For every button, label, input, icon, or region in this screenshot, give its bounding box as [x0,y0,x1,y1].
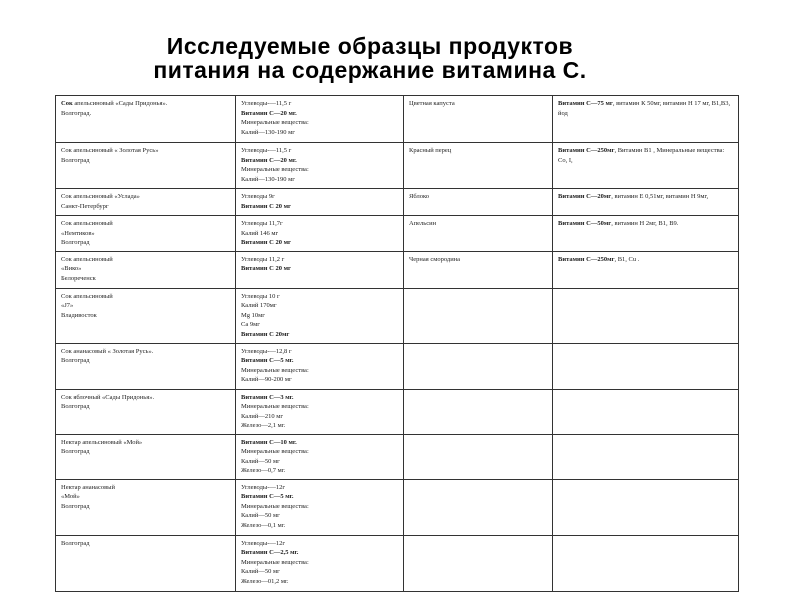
cell-text: Железо—2,1 мг. [241,422,286,429]
cell-text: Калий—210 мг [241,412,284,420]
cell-text: Железо—01,2 мг. [241,577,289,585]
cell-line [558,192,733,202]
cell-text: Витамин С—20мг [558,193,612,200]
cell-text: Сок апельсиновый «Услада» [61,193,140,200]
cell-line [241,292,398,302]
cell-text: Калий—50 мг [241,457,280,465]
content-cell [236,143,404,189]
cell-line [409,255,547,265]
food-cell [404,535,553,591]
cell-text: Витамин С—5 мг. [241,493,294,500]
cell-text: Минеральные вещества: [241,166,309,173]
food-cell [404,343,553,389]
cell-line [558,255,733,265]
table-row [56,216,739,252]
food-content-cell [553,434,739,479]
cell-line [241,219,398,229]
cell-text: Минеральные вещества: [241,366,309,374]
cell-line [241,146,398,156]
cell-text: Витамин С—250мг [558,255,615,263]
cell-line [241,356,398,366]
cell-line [241,567,398,577]
content-cell [236,535,404,591]
cell-line [558,146,733,165]
cell-text: Белореченск [61,274,96,282]
content-cell [236,288,404,343]
food-cell [404,143,553,189]
cell-line [241,447,398,457]
cell-line [241,109,398,119]
cell-line [241,165,398,175]
table-row [56,343,739,389]
cell-text: Витамин С—10 мг. [241,438,297,446]
food-cell [404,288,553,343]
cell-line [61,264,230,274]
cell-line [241,238,398,248]
cell-text: Mg 10мг [241,311,265,319]
cell-line [241,229,398,239]
food-cell [404,434,553,479]
cell-text: «Мой» [61,493,80,500]
product-cell [56,189,236,216]
product-cell [56,251,236,288]
cell-text: Волгоград. [61,109,92,117]
product-cell [56,479,236,535]
cell-line [558,99,733,118]
cell-line [241,301,398,311]
cell-text: Витамин С—5 мг. [241,357,294,364]
cell-text: «J7» [61,302,74,309]
cell-text: Витамин С—250мг [558,147,615,154]
cell-text: Сок яблочный «Сады Придонья». [61,393,155,401]
food-content-cell [553,343,739,389]
product-cell [56,216,236,252]
food-content-cell [553,189,739,216]
cell-text: апельсиновый «Сады Придонья». [72,100,168,107]
cell-text: Витамин С 20 мг [241,202,291,210]
cell-text: Минеральные вещества: [241,558,309,566]
cell-line [61,238,230,248]
table-row [56,389,739,434]
cell-line [241,264,398,274]
cell-line [61,219,230,229]
cell-line [61,447,230,457]
cell-text: Калий—50 мг [241,568,280,575]
food-content-cell [553,535,739,591]
food-content-cell [553,389,739,434]
table-row [56,143,739,189]
cell-text: Сок апельсиновый [61,292,113,300]
cell-line [409,99,547,109]
cell-line [241,511,398,521]
slide-title-line-2: питания на содержание витамина С. [153,57,587,83]
content-cell [236,343,404,389]
food-content-cell [553,96,739,143]
cell-text: Витамин С—20 мг. [241,156,297,164]
cell-text: Калий 146 мг [241,229,279,237]
cell-text: Калий—130-190 мг [241,175,295,183]
cell-line [61,255,230,265]
content-cell [236,189,404,216]
cell-line [61,292,230,302]
cell-text: Минеральные вещества: [241,448,309,455]
cell-text: Владивосток [61,311,97,319]
cell-text: Витамин С—75 мг [558,100,613,107]
cell-line [61,229,230,239]
food-content-cell [553,479,739,535]
table-row [56,251,739,288]
cell-line [241,521,398,531]
cell-line [241,402,398,412]
cell-text: Волгоград [61,539,90,547]
cell-line [241,457,398,467]
cell-line [241,483,398,493]
cell-line [61,301,230,311]
cell-line [241,502,398,512]
product-cell [56,389,236,434]
cell-line [61,347,230,357]
cell-line [61,192,230,202]
cell-text: , витамин Е 0,51мг, витамин Н 9мг, [611,193,709,200]
cell-text: Углеводы-—11,5 г [241,100,292,107]
cell-line [241,99,398,109]
cell-line [61,146,230,156]
food-content-cell [553,216,739,252]
products-table [55,95,739,592]
table-row [56,434,739,479]
product-cell [56,434,236,479]
cell-text: Углеводы-—11,5 г [241,147,292,154]
cell-line [61,99,230,109]
cell-text: Витамин С—2,5 мг. [241,549,299,556]
cell-text: «Немтиков» [61,229,95,237]
cell-line [241,548,398,558]
cell-text: Минеральные вещества: [241,403,309,410]
table-row [56,189,739,216]
cell-text: Витамин С—3 мг. [241,393,294,401]
food-cell [404,389,553,434]
cell-line [61,274,230,284]
food-content-cell [553,143,739,189]
cell-text: Волгоград [61,448,90,455]
cell-text: Железо—0,7 мг. [241,467,286,474]
cell-text: Волгоград [61,502,90,510]
cell-line [409,146,547,156]
cell-line [61,109,230,119]
cell-line [241,175,398,185]
cell-line [241,156,398,166]
table-row [56,288,739,343]
food-content-cell [553,288,739,343]
cell-line [241,366,398,376]
cell-line [241,466,398,476]
cell-text: Калий—50 мг [241,512,280,519]
food-cell [404,216,553,252]
cell-text: Углеводы 10 г [241,292,280,300]
cell-line [61,483,230,493]
cell-line [61,311,230,321]
slide-title-line-1: Исследуемые образцы продуктов [166,33,574,59]
cell-line [61,402,230,412]
food-cell [404,479,553,535]
cell-text: Железо—0,1 мг. [241,521,286,529]
cell-text: Калий—90-200 мг [241,376,292,383]
cell-text: Углеводы 9г [241,193,275,200]
cell-text: Волгоград [61,357,90,364]
cell-text: Углеводы-—12г [241,483,286,491]
cell-text: Цветная капуста [409,100,455,107]
cell-line [241,421,398,431]
cell-text: Волгоград [61,239,90,246]
cell-text: Черная смородина [409,255,461,263]
product-cell [56,535,236,591]
content-cell [236,434,404,479]
cell-text: , В1, Сu . [614,255,640,263]
cell-text: Витамин С 20 мг [241,239,291,246]
cell-text: Нектар апельсиновый «Мой» [61,438,143,446]
table-row [56,535,739,591]
cell-line [241,311,398,321]
cell-text: Углеводы-—12,8 г [241,347,292,355]
cell-line [241,412,398,422]
cell-text: , витамин Н 2мг, В1, В9. [611,220,679,227]
cell-line [241,320,398,330]
cell-line [61,356,230,366]
cell-line [241,347,398,357]
cell-text: Витамин С—50мг [558,220,612,227]
content-cell [236,96,404,143]
cell-line [241,192,398,202]
cell-line [241,492,398,502]
cell-text: Красный перец [409,147,452,154]
cell-line [241,539,398,549]
cell-line [409,219,547,229]
cell-line [241,375,398,385]
table-row [56,96,739,143]
cell-text: Нектар ананасовый [61,483,115,491]
cell-line [241,577,398,587]
cell-text: Сок апельсиновый [61,220,113,227]
cell-text: Витамин С 20мг [241,330,290,338]
cell-text: Волгоград [61,156,90,164]
content-cell [236,251,404,288]
cell-text: Санкт-Петербург [61,202,109,210]
product-cell [56,96,236,143]
cell-line [61,502,230,512]
table-row [56,479,739,535]
product-cell [56,343,236,389]
cell-text: Калий—130-190 мг [241,128,295,136]
cell-line [241,393,398,403]
cell-line [61,539,230,549]
food-content-cell [553,251,739,288]
cell-text: Волгоград [61,403,90,410]
cell-line [409,192,547,202]
food-cell [404,251,553,288]
cell-text: , Витамин В1 , Минеральные вещества: Со, I, [558,147,725,164]
product-cell [56,288,236,343]
content-cell [236,479,404,535]
cell-line [241,202,398,212]
cell-line [241,255,398,265]
cell-text: Калий 170мг [241,302,277,309]
cell-line [241,128,398,138]
cell-line [61,156,230,166]
cell-line [241,438,398,448]
cell-text: Углеводы 11,7г [241,220,283,227]
cell-line [241,558,398,568]
cell-line [61,438,230,448]
food-cell [404,189,553,216]
cell-text: «Вико» [61,265,82,272]
content-cell [236,389,404,434]
cell-line [241,330,398,340]
cell-line [61,393,230,403]
cell-text: Ca 9мг [241,321,260,328]
food-cell [404,96,553,143]
content-cell [236,216,404,252]
cell-line [61,202,230,212]
cell-line [241,118,398,128]
cell-text: Витамин С—20 мг. [241,109,297,117]
cell-line [558,219,733,229]
product-cell [56,143,236,189]
cell-text: , витамин К 50мг, витамин Н 17 мг, В1,В3, йод [558,100,731,117]
cell-text: Углеводы 11,2 г [241,255,285,263]
cell-text: Яблоко [409,193,430,200]
slide-title [60,34,680,82]
cell-text: Апельсин [409,220,437,227]
cell-text: Сок [61,100,73,107]
cell-text: Минеральные вещества: [241,502,309,510]
cell-text: Сок апельсиновый « Золотая Русь» [61,147,159,154]
cell-text: Углеводы-—12г [241,539,286,547]
cell-line [61,492,230,502]
cell-text: Сок ананасовый « Золотая Русь». [61,347,154,355]
cell-text: Минеральные вещества: [241,119,309,126]
cell-text: Витамин С 20 мг [241,265,291,272]
cell-text: Сок апельсиновый [61,255,113,263]
